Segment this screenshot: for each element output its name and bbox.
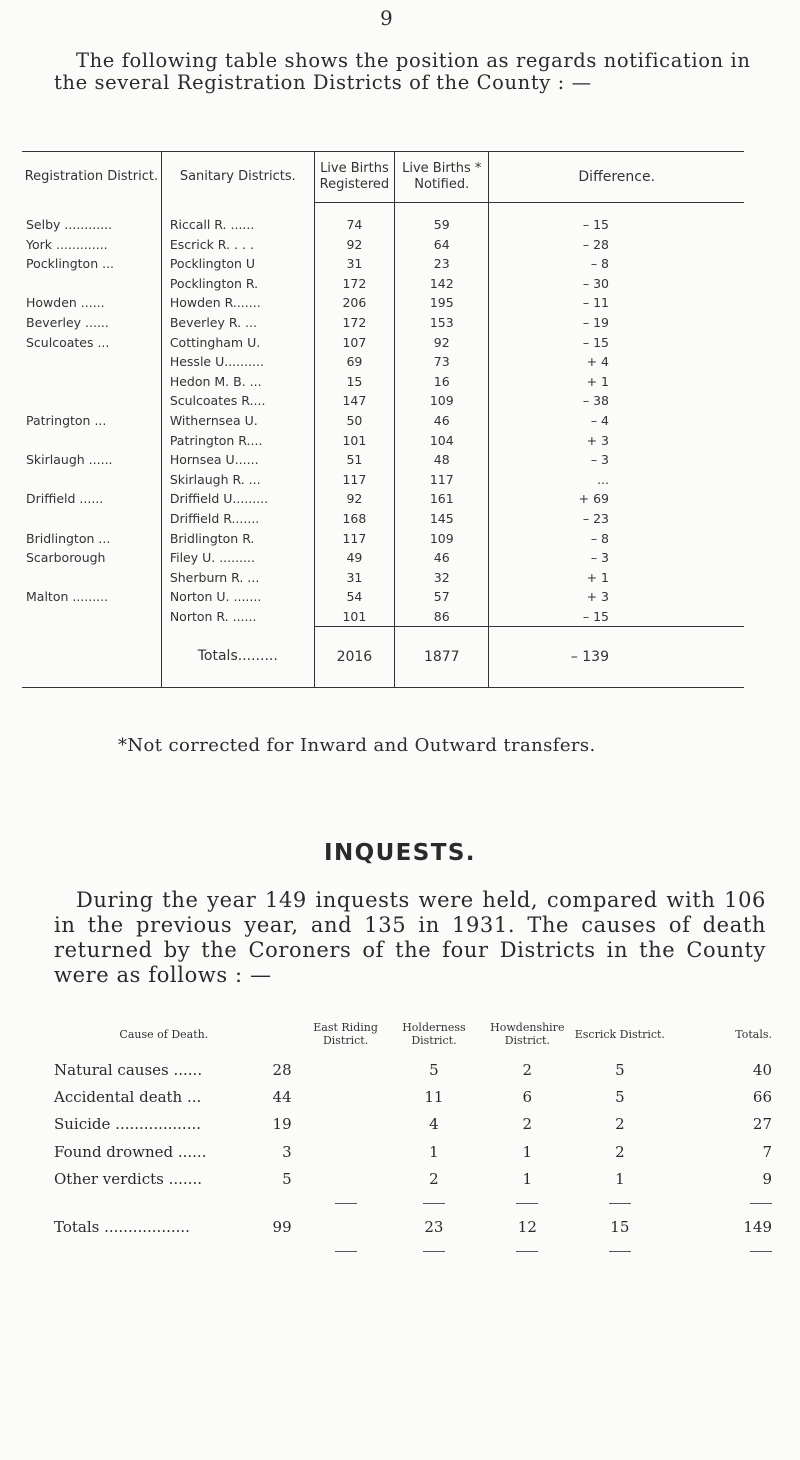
table-row bbox=[22, 274, 744, 294]
registration-table bbox=[22, 151, 744, 688]
table-row bbox=[22, 607, 744, 627]
cause-label: Other verdicts ....... bbox=[54, 1170, 202, 1189]
table-row bbox=[54, 1138, 774, 1165]
table-row bbox=[54, 1111, 774, 1138]
table-row bbox=[22, 235, 744, 255]
sanitary-district: Norton U. ....... bbox=[161, 587, 314, 607]
sanitary-district: Bridlington R. bbox=[161, 529, 314, 549]
total-value: 27 bbox=[752, 1115, 772, 1134]
registration-district: Pocklington ... bbox=[26, 256, 115, 272]
sanitary-district: Pocklington U bbox=[161, 254, 314, 274]
total-value: 40 bbox=[752, 1060, 772, 1079]
header-cause-of-death: Cause of Death. bbox=[119, 1027, 209, 1041]
footnote: *Not corrected for Inward and Outward transfers. bbox=[118, 735, 596, 756]
live-births-registered: 92 bbox=[314, 489, 394, 509]
header-difference: Difference. bbox=[489, 152, 744, 203]
holderness-value: 5 bbox=[429, 1060, 439, 1079]
difference: – 38 bbox=[489, 391, 744, 411]
registration-district bbox=[22, 607, 161, 627]
sanitary-district: Beverley R. ... bbox=[161, 313, 314, 333]
live-births-registered: 31 bbox=[314, 568, 394, 588]
cause-label: Suicide .................. bbox=[54, 1115, 202, 1134]
totals-label: Totals......... bbox=[161, 627, 314, 688]
live-births-notified: 46 bbox=[395, 411, 489, 431]
header-live-births-registered: Live Births Registered bbox=[314, 152, 394, 203]
totals-difference: – 139 bbox=[489, 627, 744, 688]
registration-district bbox=[22, 509, 161, 529]
difference: – 15 bbox=[489, 333, 744, 353]
difference: – 3 bbox=[489, 450, 744, 470]
escrick-value: 1 bbox=[615, 1170, 625, 1189]
intro-text: The following table shows the position as regards notification in the several Registration Districts of the County : — bbox=[54, 49, 751, 94]
live-births-notified: 59 bbox=[395, 215, 489, 235]
sanitary-district: Hessle U.......... bbox=[161, 352, 314, 372]
registration-district bbox=[22, 470, 161, 490]
sanitary-district: Withernsea U. bbox=[161, 411, 314, 431]
total-value: 7 bbox=[762, 1142, 772, 1161]
live-births-notified: 104 bbox=[395, 431, 489, 451]
intro-paragraph bbox=[54, 50, 764, 94]
difference: – 4 bbox=[489, 411, 744, 431]
difference: + 1 bbox=[489, 568, 744, 588]
live-births-registered: 172 bbox=[314, 274, 394, 294]
header-holderness: Holderness District. bbox=[402, 1021, 466, 1047]
east-riding-value: 28 bbox=[272, 1060, 292, 1079]
live-births-registered: 101 bbox=[314, 607, 394, 627]
inquests-rule bbox=[54, 1193, 774, 1213]
sanitary-district: Howden R....... bbox=[161, 293, 314, 313]
live-births-registered: 206 bbox=[314, 293, 394, 313]
howdenshire-value: 2 bbox=[522, 1115, 533, 1134]
inquests-paragraph: During the year 149 inquests were held, compared with 106 in the previous year, and 135 in 1931. The causes of death returned by the Coroners of the four Districts in the County were as follows : — bbox=[54, 888, 766, 987]
table-row bbox=[22, 215, 744, 235]
table-row bbox=[22, 489, 744, 509]
cause-label: Found drowned ...... bbox=[54, 1142, 207, 1161]
difference: + 3 bbox=[489, 431, 744, 451]
header-howdenshire: Howdenshire District. bbox=[490, 1021, 565, 1047]
inquests-totals-howdenshire: 12 bbox=[517, 1217, 537, 1236]
table-row bbox=[22, 293, 744, 313]
live-births-registered: 50 bbox=[314, 411, 394, 431]
inquests-totals-holderness: 23 bbox=[424, 1217, 444, 1236]
howdenshire-value: 6 bbox=[522, 1088, 533, 1107]
difference: + 69 bbox=[489, 489, 744, 509]
rule-dash bbox=[750, 1251, 772, 1252]
howdenshire-value: 1 bbox=[522, 1142, 533, 1161]
live-births-notified: 16 bbox=[395, 372, 489, 392]
difference: – 15 bbox=[489, 607, 744, 627]
table-row bbox=[54, 1056, 774, 1083]
east-riding-value: 3 bbox=[282, 1142, 292, 1161]
difference: – 3 bbox=[489, 548, 744, 568]
table-row bbox=[54, 1166, 774, 1193]
inquests-totals-escrick: 15 bbox=[610, 1217, 630, 1236]
cause-of-death bbox=[54, 1056, 304, 1083]
table-row bbox=[22, 411, 744, 431]
live-births-notified: 109 bbox=[395, 529, 489, 549]
live-births-notified: 48 bbox=[395, 450, 489, 470]
rule-dash bbox=[750, 1203, 772, 1204]
rule-dash bbox=[516, 1251, 538, 1252]
header-east-riding: East Riding District. bbox=[313, 1021, 378, 1047]
cause-label: Natural causes ...... bbox=[54, 1060, 203, 1079]
registration-district: Bridlington ... bbox=[26, 530, 111, 546]
live-births-notified: 142 bbox=[395, 274, 489, 294]
live-births-notified: 32 bbox=[395, 568, 489, 588]
holderness-value: 4 bbox=[429, 1115, 439, 1134]
table-row bbox=[22, 548, 744, 568]
sanitary-district: Pocklington R. bbox=[161, 274, 314, 294]
live-births-notified: 92 bbox=[395, 333, 489, 353]
difference: – 23 bbox=[489, 509, 744, 529]
cause-of-death bbox=[54, 1111, 304, 1138]
live-births-registered: 147 bbox=[314, 391, 394, 411]
live-births-registered: 51 bbox=[314, 450, 394, 470]
registration-district: Selby ............ bbox=[26, 217, 113, 232]
east-riding-value: 5 bbox=[282, 1170, 292, 1189]
registration-district: Howden ...... bbox=[26, 295, 105, 311]
difference: + 4 bbox=[489, 352, 744, 372]
table-row bbox=[22, 470, 744, 490]
live-births-notified: 145 bbox=[395, 509, 489, 529]
sanitary-district: Cottingham U. bbox=[161, 333, 314, 353]
rule-dash bbox=[423, 1203, 445, 1204]
table-row bbox=[22, 587, 744, 607]
live-births-notified: 23 bbox=[395, 254, 489, 274]
table-spacer bbox=[22, 203, 744, 216]
registration-district bbox=[22, 352, 161, 372]
live-births-registered: 101 bbox=[314, 431, 394, 451]
cause-of-death bbox=[54, 1083, 304, 1110]
registration-district: Sculcoates ... bbox=[26, 334, 110, 350]
inquests-title: INQUESTS. bbox=[324, 840, 476, 866]
cause-of-death bbox=[54, 1138, 304, 1165]
sanitary-district: Hornsea U...... bbox=[161, 450, 314, 470]
difference: + 3 bbox=[489, 587, 744, 607]
holderness-value: 11 bbox=[424, 1088, 444, 1107]
table-row bbox=[22, 509, 744, 529]
total-value: 66 bbox=[752, 1088, 772, 1107]
registration-district: Skirlaugh ...... bbox=[26, 452, 113, 468]
inquests-totals-row bbox=[54, 1213, 774, 1241]
live-births-notified: 153 bbox=[395, 313, 489, 333]
east-riding-value: 19 bbox=[272, 1115, 292, 1134]
difference: + 1 bbox=[489, 372, 744, 392]
registration-district bbox=[22, 391, 161, 411]
rule-dash bbox=[516, 1203, 538, 1204]
cause-label: Accidental death ... bbox=[54, 1088, 202, 1107]
escrick-value: 2 bbox=[615, 1142, 625, 1161]
live-births-registered: 74 bbox=[314, 215, 394, 235]
sanitary-district: Sherburn R. ... bbox=[161, 568, 314, 588]
table-row bbox=[22, 313, 744, 333]
live-births-registered: 54 bbox=[314, 587, 394, 607]
live-births-notified: 73 bbox=[395, 352, 489, 372]
registration-district bbox=[22, 568, 161, 588]
header-live-births-notified: Live Births * Notified. bbox=[395, 152, 489, 203]
live-births-notified: 195 bbox=[395, 293, 489, 313]
registration-totals-row bbox=[22, 627, 744, 688]
sanitary-district: Hedon M. B. ... bbox=[161, 372, 314, 392]
rule-dash bbox=[423, 1251, 445, 1252]
live-births-registered: 107 bbox=[314, 333, 394, 353]
registration-district: Beverley ...... bbox=[26, 314, 109, 330]
holderness-value: 2 bbox=[429, 1170, 439, 1189]
live-births-registered: 168 bbox=[314, 509, 394, 529]
table-row bbox=[22, 372, 744, 392]
table-row bbox=[22, 568, 744, 588]
registration-district: Patrington ... bbox=[26, 412, 107, 428]
table-row bbox=[22, 333, 744, 353]
registration-district: Scarborough bbox=[26, 550, 106, 566]
escrick-value: 5 bbox=[615, 1088, 625, 1107]
table-row bbox=[22, 391, 744, 411]
page-number: 9 bbox=[380, 6, 393, 30]
live-births-registered: 31 bbox=[314, 254, 394, 274]
live-births-notified: 64 bbox=[395, 235, 489, 255]
sanitary-district: Sculcoates R.... bbox=[161, 391, 314, 411]
registration-district: York ............. bbox=[26, 236, 108, 252]
inquests-rule-bottom bbox=[54, 1241, 774, 1261]
rule-dash bbox=[609, 1251, 631, 1252]
sanitary-district: Escrick R. . . . bbox=[161, 235, 314, 255]
registration-district: Malton ......... bbox=[26, 589, 109, 605]
live-births-registered: 15 bbox=[314, 372, 394, 392]
inquests-totals-label: Totals .................. 99 bbox=[54, 1217, 292, 1236]
difference: – 28 bbox=[489, 235, 744, 255]
holderness-value: 1 bbox=[429, 1142, 439, 1161]
total-value: 9 bbox=[762, 1170, 772, 1189]
sanitary-district: Filey U. ......... bbox=[161, 548, 314, 568]
live-births-registered: 69 bbox=[314, 352, 394, 372]
inquests-table-header bbox=[54, 1012, 774, 1056]
live-births-notified: 46 bbox=[395, 548, 489, 568]
sanitary-district: Driffield R....... bbox=[161, 509, 314, 529]
header-escrick: Escrick District. bbox=[574, 1027, 665, 1041]
table-row bbox=[22, 254, 744, 274]
difference: – 30 bbox=[489, 274, 744, 294]
registration-district bbox=[22, 274, 161, 294]
sanitary-district: Skirlaugh R. ... bbox=[161, 470, 314, 490]
live-births-registered: 117 bbox=[314, 470, 394, 490]
table-row bbox=[54, 1083, 774, 1110]
totals-registered: 2016 bbox=[314, 627, 394, 688]
live-births-notified: 161 bbox=[395, 489, 489, 509]
totals-notified: 1877 bbox=[395, 627, 489, 688]
difference: – 8 bbox=[489, 254, 744, 274]
table-row bbox=[22, 352, 744, 372]
escrick-value: 2 bbox=[615, 1115, 625, 1134]
table-row bbox=[22, 529, 744, 549]
difference: – 8 bbox=[489, 529, 744, 549]
rule-dash bbox=[609, 1203, 631, 1204]
live-births-notified: 86 bbox=[395, 607, 489, 627]
rule-dash bbox=[335, 1251, 357, 1252]
inquests-totals-total: 149 bbox=[743, 1217, 772, 1236]
registration-district: Driffield ...... bbox=[26, 491, 104, 507]
header-totals: Totals. bbox=[735, 1027, 772, 1041]
registration-table-header bbox=[22, 152, 744, 203]
east-riding-value: 44 bbox=[272, 1088, 292, 1107]
sanitary-district: Norton R. ...... bbox=[161, 607, 314, 627]
sanitary-district: Riccall R. ...... bbox=[161, 215, 314, 235]
escrick-value: 5 bbox=[615, 1060, 625, 1079]
inquests-table bbox=[54, 1012, 774, 1261]
live-births-registered: 92 bbox=[314, 235, 394, 255]
registration-district bbox=[22, 431, 161, 451]
difference: – 11 bbox=[489, 293, 744, 313]
live-births-registered: 172 bbox=[314, 313, 394, 333]
howdenshire-value: 1 bbox=[522, 1170, 533, 1189]
live-births-notified: 57 bbox=[395, 587, 489, 607]
header-registration-district: Registration District. bbox=[22, 152, 161, 203]
registration-district bbox=[22, 372, 161, 392]
live-births-registered: 49 bbox=[314, 548, 394, 568]
live-births-notified: 117 bbox=[395, 470, 489, 490]
live-births-registered: 117 bbox=[314, 529, 394, 549]
difference: – 19 bbox=[489, 313, 744, 333]
header-sanitary-districts: Sanitary Districts. bbox=[161, 152, 314, 203]
table-row bbox=[22, 431, 744, 451]
sanitary-district: Driffield U......... bbox=[161, 489, 314, 509]
rule-dash bbox=[335, 1203, 357, 1204]
difference: ... bbox=[489, 470, 744, 490]
cause-of-death bbox=[54, 1166, 304, 1193]
sanitary-district: Patrington R.... bbox=[161, 431, 314, 451]
table-row bbox=[22, 450, 744, 470]
difference: – 15 bbox=[489, 215, 744, 235]
howdenshire-value: 2 bbox=[522, 1060, 533, 1079]
live-births-notified: 109 bbox=[395, 391, 489, 411]
